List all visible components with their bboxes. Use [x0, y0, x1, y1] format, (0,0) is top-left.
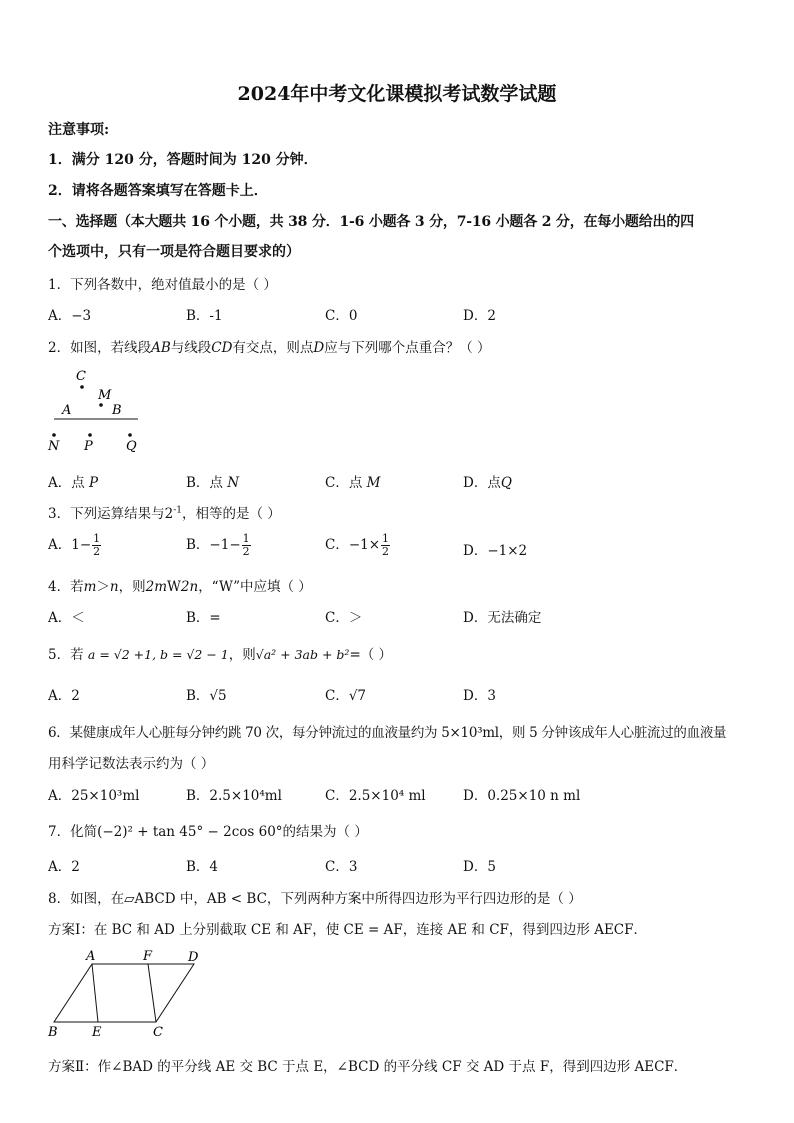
q2-option-c-text: C．点 — [325, 475, 363, 491]
notice-heading: 注意事项: — [48, 122, 110, 138]
q2-label-m: M — [98, 388, 112, 403]
q8-segment-ae — [92, 964, 98, 1022]
notice-item-2: 2．请将各题答案填写在答题卡上． — [48, 183, 268, 199]
section-heading-line2: 个选项中，只有一项是符合题目要求的） — [48, 244, 300, 260]
q2-option-a — [48, 471, 98, 491]
q2-option-c — [325, 471, 380, 491]
q8-segment-cf — [148, 964, 156, 1022]
q6-stem-line2: 用科学记数法表示约为（ ） — [48, 756, 215, 772]
q7-expression: (−2)² + tan 45° − 2cos 60° — [97, 824, 283, 840]
q2-stem-pre: 2．如图，若线段 — [48, 340, 152, 356]
q2-label-q: Q — [126, 439, 137, 454]
q3-stem-pre: 3．下列运算结果与 — [48, 506, 165, 522]
q2-option-a-point: P — [89, 475, 99, 491]
q3-option-d: D．−1×2 — [463, 543, 528, 559]
q4-expr-right: 2n — [180, 579, 199, 595]
q8-plan-2: 方案Ⅱ：作∠BAD 的平分线 AE 交 BC 于点 E，∠BCD 的平分线 CF 交 AD 于点 F，得到四边形 AECF． — [48, 1059, 688, 1075]
q2-option-c-point: M — [366, 475, 381, 491]
q2-option-d-point: Q — [500, 475, 512, 491]
q2-figure — [40, 362, 160, 457]
q5-option-a: A．2 — [48, 688, 80, 704]
fraction-denominator: 2 — [242, 545, 250, 558]
q2-label-b: B — [112, 403, 122, 418]
q7-option-d: D．5 — [463, 859, 496, 875]
q7-option-c: C．3 — [325, 859, 358, 875]
q2-dot-c — [80, 385, 84, 389]
q4-stem-mid: ，则 — [118, 579, 146, 595]
q2-label-p: P — [84, 439, 93, 454]
q6-option-d: D．0.25×10 n ml — [463, 788, 581, 804]
q3-option-c-text: C．−1× — [325, 537, 381, 553]
q5-condition: a = √2 +1, b = √2 − 1 — [87, 647, 229, 662]
q2-dot-n — [52, 433, 56, 437]
q4-option-a: A．＜ — [48, 610, 85, 626]
q2-option-b — [186, 471, 239, 491]
fraction-numerator: 1 — [242, 532, 250, 545]
q3-option-a-text: A．1− — [48, 537, 92, 553]
q2-label-n: N — [48, 439, 60, 454]
q5-option-d: D．3 — [463, 688, 496, 704]
q2-stem-mid1: 与线段 — [170, 340, 212, 356]
q3-exponent: -1 — [173, 505, 182, 516]
q2-dot-p — [88, 433, 92, 437]
q2-option-b-text: B．点 — [186, 475, 223, 491]
q3-option-b-text: B．−1− — [186, 537, 241, 553]
fraction-denominator: 2 — [382, 545, 390, 558]
q2-stem — [48, 336, 491, 356]
q5-option-c: C．√7 — [325, 688, 367, 704]
q3-stem — [48, 502, 281, 522]
q6-stem-line1: 6．某健康成年人心脏每分钟约跳 70 次，每分钟流过的血液量约为 5×10³ml，则 5 分钟该成年人心脏流过的血液量 — [48, 725, 727, 741]
fraction-numerator: 1 — [382, 532, 390, 545]
q5-stem-post: =（ ） — [349, 647, 393, 663]
q2-option-b-point: N — [227, 475, 240, 491]
q4-w: W — [167, 579, 181, 595]
section-heading-line1: 一、选择题（本大题共 16 个小题，共 38 分．1-6 小题各 3 分，7-16 小题各 2 分，在每小题给出的四 — [48, 214, 694, 230]
q1-option-d: D．2 — [463, 308, 496, 324]
q4-stem-pre: 4．若 — [48, 579, 84, 595]
q5-option-b: B．√5 — [186, 688, 227, 704]
q7-stem-pre: 7．化简 — [48, 824, 98, 840]
q2-segment-ab: AB — [151, 340, 171, 356]
q2-option-a-text: A．点 — [48, 475, 85, 491]
q4-option-c: C．＞ — [325, 610, 363, 626]
q2-dot-q — [128, 433, 132, 437]
q8-label-a: A — [86, 949, 96, 964]
q3-option-c — [325, 533, 391, 558]
q6-option-c: C．2.5×10⁴ ml — [325, 788, 426, 804]
q4-option-b: B．= — [186, 610, 221, 626]
q5-stem — [48, 643, 392, 663]
q6-option-b: B．2.5×10⁴ml — [186, 788, 282, 804]
q2-label-c: C — [76, 369, 86, 384]
q8-label-d: D — [188, 950, 199, 965]
q7-stem — [48, 820, 368, 840]
fraction-denominator: 2 — [93, 545, 101, 558]
q3-option-c-fraction — [381, 533, 390, 558]
q5-stem-mid: ，则 — [228, 647, 256, 663]
q2-option-d — [463, 471, 512, 491]
q7-option-b: B．4 — [186, 859, 219, 875]
q7-option-a: A．2 — [48, 859, 80, 875]
q5-stem-pre: 5．若 — [48, 647, 84, 663]
q3-option-b-fraction — [242, 533, 251, 558]
q8-label-f: F — [143, 949, 153, 964]
q4-stem-post: ，“W”中应填（ ） — [198, 579, 312, 595]
q2-stem-mid2: 有交点，则点 — [232, 340, 314, 356]
q1-option-b: B．-1 — [186, 308, 223, 324]
q1-stem: 1．下列各数中，绝对值最小的是（ ） — [48, 277, 277, 293]
q1-option-c: C．0 — [325, 308, 358, 324]
q2-point-d: D — [313, 340, 325, 356]
q8-parallelogram-figure — [44, 944, 214, 1044]
q3-stem-post: ，相等的是（ ） — [181, 506, 281, 522]
fraction-numerator: 1 — [93, 532, 101, 545]
notice-item-1: 1．满分 120 分，答题时间为 120 分钟． — [48, 152, 318, 168]
q3-option-a-fraction — [92, 533, 101, 558]
q1-option-a: A．−3 — [48, 308, 92, 324]
q2-segment-cd: CD — [211, 340, 233, 356]
q3-option-b — [186, 533, 252, 558]
q2-label-a: A — [62, 403, 72, 418]
q4-var-n: n — [109, 579, 119, 595]
q2-stem-post: 应与下列哪个点重合？（ ） — [324, 340, 491, 356]
q8-plan-1: 方案Ⅰ：在 BC 和 AD 上分别截取 CE 和 AF，使 CE = AF，连接 AE 和 CF，得到四边形 AECF． — [48, 922, 647, 938]
q3-base: 2 — [164, 506, 174, 522]
q4-stem — [48, 575, 312, 595]
q8-label-c: C — [153, 1025, 163, 1040]
q8-label-e: E — [92, 1025, 102, 1040]
q2-dot-m — [99, 403, 103, 407]
q4-option-d: D．无法确定 — [463, 610, 542, 626]
q6-option-a: A．25×10³ml — [48, 788, 140, 804]
q4-expr-left: 2m — [145, 579, 167, 595]
q8-stem: 8．如图，在▱ABCD 中，AB < BC，下列两种方案中所得四边形为平行四边形的是（ ） — [48, 891, 582, 907]
q8-parallelogram-abcd — [54, 964, 194, 1022]
q5-expression: √a² + 3ab + b² — [255, 647, 350, 662]
q3-option-a — [48, 533, 102, 558]
q7-stem-post: 的结果为（ ） — [282, 824, 368, 840]
q2-option-d-text: D．点 — [463, 475, 501, 491]
q4-var-m: m — [83, 579, 97, 595]
q8-label-b: B — [48, 1025, 58, 1040]
q4-gt: ＞ — [96, 579, 110, 595]
page-title: 2024年中考文化课模拟考试数学试题 — [237, 83, 557, 105]
